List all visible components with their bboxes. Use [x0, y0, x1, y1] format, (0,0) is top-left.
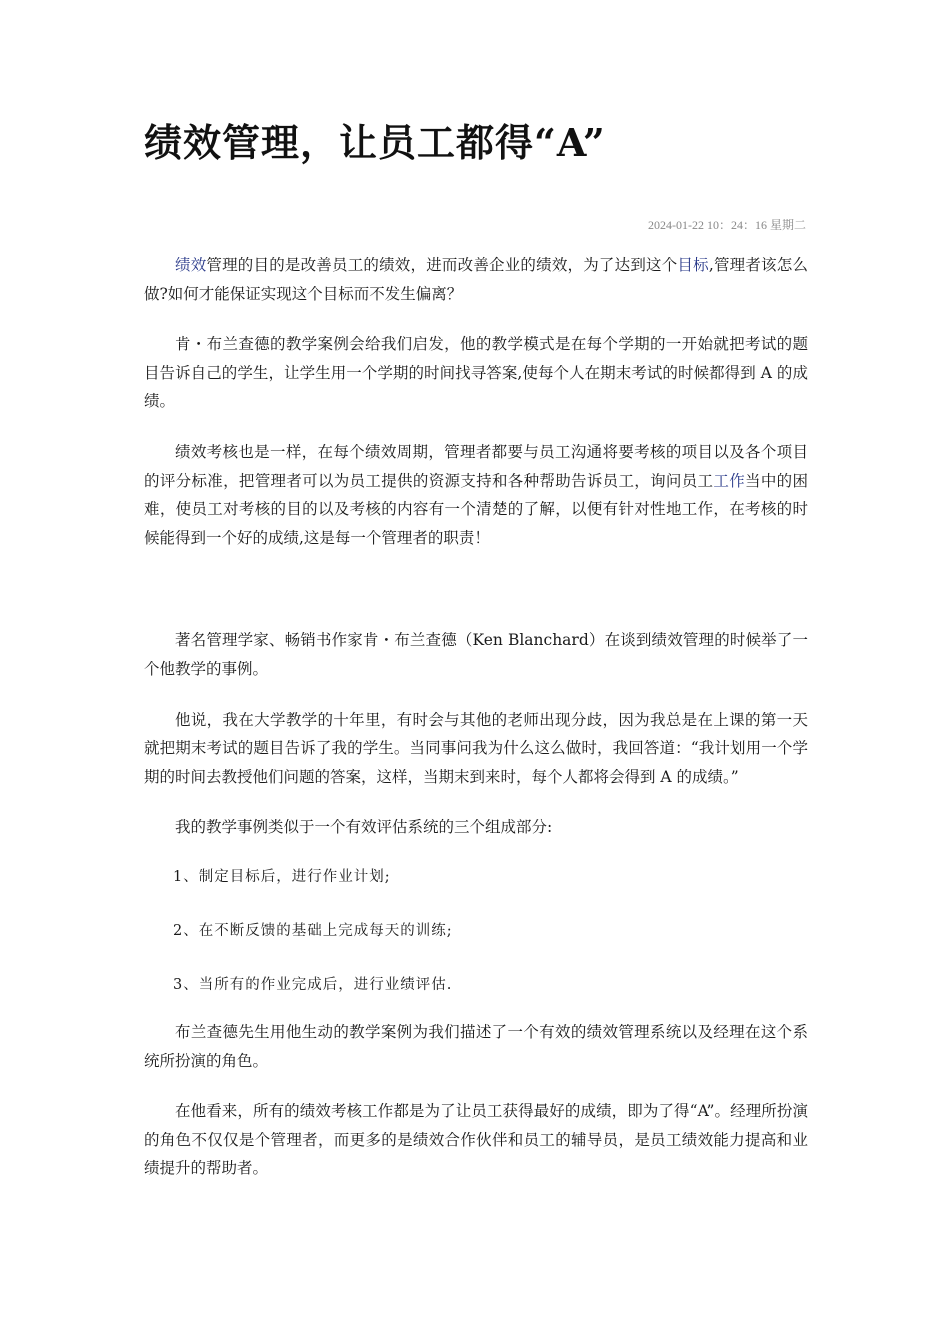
paragraph-5: 他说，我在大学教学的十年里，有时会与其他的老师出现分歧，因为我总是在上课的第一天就把期末考试的题目告诉了我的学生。当同事问我为什么这么做时，我回答道：“我计划用一个学期的时间去教授他们问题的答案，这样，当期末到来时，每个人都将会得到 A 的成绩。”: [144, 710, 808, 786]
paragraph-1: [144, 251, 808, 308]
section-gap: [144, 574, 808, 626]
paragraph-3: [144, 438, 808, 552]
list-item-3: 3、当所有的作业完成后，进行业绩评估.: [173, 976, 453, 993]
paragraph-1-text-b: ,管理者该怎么做?如何才能保证实现这个目标而不发生偏离？: [144, 256, 808, 303]
paragraph-3-text-a: 绩效考核也是一样，在每个绩效周期，管理者都要与员工沟通将要考核的项目以及各个项目的评分标准，把管理者可以为员工提供的资源支持和各种帮助告诉员工，询问员工: [144, 442, 808, 490]
paragraph-8: 在他看来，所有的绩效考核工作都是为了让员工获得最好的成绩，即为了得“A”。经理所扮演的角色不仅仅是个管理者，而更多的是绩效合作伙伴和员工的辅导员，是员工绩效能力提高和业绩提升的帮助者。: [144, 1102, 808, 1178]
publish-date: 2024-01-22 10：24：16 星期二: [648, 218, 806, 232]
list-item-1: 1、制定目标后，进行作业计划;: [173, 868, 391, 885]
link-mubiao[interactable]: 目标: [677, 256, 709, 274]
link-jixiao[interactable]: 绩效: [175, 256, 207, 274]
paragraph-4: 著名管理学家、畅销书作家肯・布兰查德（Ken Blanchard）在谈到绩效管理的时候举了一个他教学的事例。: [144, 631, 808, 678]
paragraph-7: 布兰查德先生用他生动的教学案例为我们描述了一个有效的绩效管理系统以及经理在这个系统所扮演的角色。: [144, 1022, 808, 1070]
paragraph-1-text-a: 管理的目的是改善员工的绩效，进而改善企业的绩效，为了达到这个: [206, 256, 678, 274]
paragraph-3-text-b: 当中的困难，使员工对考核的目的以及考核的内容有一个清楚的了解，以便有针对性地工作，在考核的时候能得到一个好的成绩,这是每一个管理者的职责！: [144, 471, 808, 547]
article-body: [144, 251, 808, 1205]
list-item-2: 2、在不断反馈的基础上完成每天的训练;: [173, 922, 453, 939]
paragraph-6: 我的教学事例类似于一个有效评估系统的三个组成部分:: [175, 818, 553, 837]
paragraph-2: 肯・布兰查德的教学案例会给我们启发，他的教学模式是在每个学期的一开始就把考试的题目告诉自己的学生，让学生用一个学期的时间找寻答案,使每个人在期末考试的时候都得到 A 的成绩。: [144, 335, 808, 411]
link-gongzuo[interactable]: 工作: [713, 471, 746, 490]
page-title: 绩效管理，让员工都得“A”: [144, 120, 606, 165]
